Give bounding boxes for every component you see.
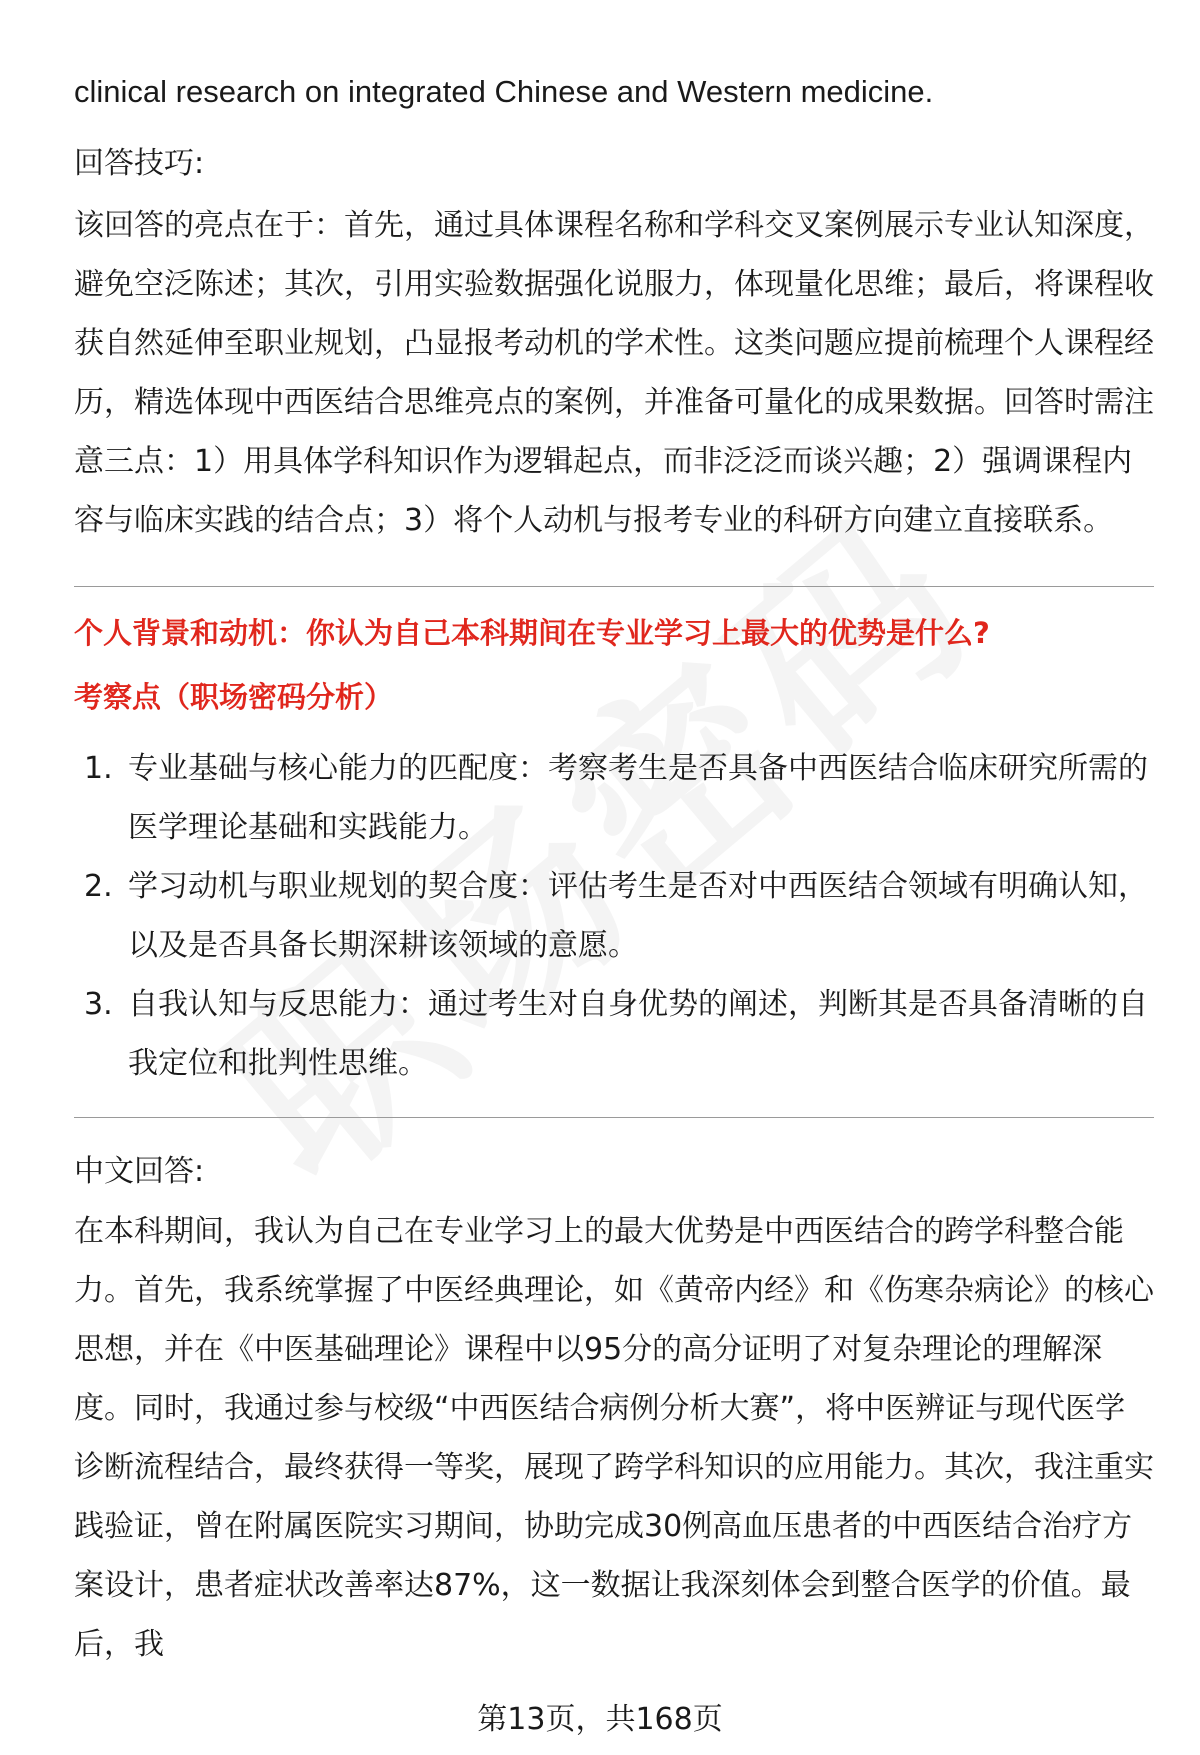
- intro-english-line: clinical research on integrated Chinese and Western medicine.: [74, 74, 934, 109]
- list-item-text: 专业基础与核心能力的匹配度：考察考生是否具备中西医结合临床研究所需的医学理论基础和实践能力。: [128, 751, 1148, 845]
- list-number: 1.: [84, 751, 113, 786]
- focus-points-list: [74, 739, 1154, 1093]
- list-number: 3.: [84, 987, 113, 1022]
- list-item: [74, 975, 1154, 1093]
- page-number: 第13页，共168页: [477, 1702, 723, 1737]
- page-content: [74, 68, 1154, 1674]
- list-item: [74, 739, 1154, 857]
- answer-body: 在本科期间，我认为自己在专业学习上的最大优势是中西医结合的跨学科整合能力。首先，我系统掌握了中医经典理论，如《黄帝内经》和《伤寒杂病论》的核心思想，并在《中医基础理论》课程中以95分的高分证明了对复杂理论的理解深度。同时，我通过参与校级“中西医结合病例分析大赛”，将中医辨证与现代医学诊断流程结合，最终获得一等奖，展现了跨学科知识的应用能力。其次，我注重实践验证，曾在附属医院实习期间，协助完成30例高血压患者的中西医结合治疗方案设计，患者症状改善率达87%，这一数据让我深刻体会到整合医学的价值。最后，我: [74, 1214, 1154, 1662]
- question-title: 个人背景和动机：你认为自己本科期间在专业学习上最大的优势是什么?: [74, 616, 990, 650]
- answer-label: 中文回答:: [74, 1154, 205, 1189]
- list-item-text: 自我认知与反思能力：通过考生对自身优势的阐述，判断其是否具备清晰的自我定位和批判性思维。: [128, 987, 1148, 1081]
- list-item: [74, 857, 1154, 975]
- focus-label: 考察点（职场密码分析）: [74, 680, 394, 714]
- list-number: 2.: [84, 869, 113, 904]
- list-item-text: 学习动机与职业规划的契合度：评估考生是否对中西医结合领域有明确认知，以及是否具备长期深耕该领域的意愿。: [128, 869, 1148, 963]
- tips-label: 回答技巧:: [74, 146, 205, 181]
- tips-body: 该回答的亮点在于：首先，通过具体课程名称和学科交叉案例展示专业认知深度，避免空泛陈述；其次，引用实验数据强化说服力，体现量化思维；最后，将课程收获自然延伸至职业规划，凸显报考动机的学术性。这类问题应提前梳理个人课程经历，精选体现中西医结合思维亮点的案例，并准备可量化的成果数据。回答时需注意三点：1）用具体学科知识作为逻辑起点，而非泛泛而谈兴趣；2）强调课程内容与临床实践的结合点；3）将个人动机与报考专业的科研方向建立直接联系。: [74, 208, 1154, 538]
